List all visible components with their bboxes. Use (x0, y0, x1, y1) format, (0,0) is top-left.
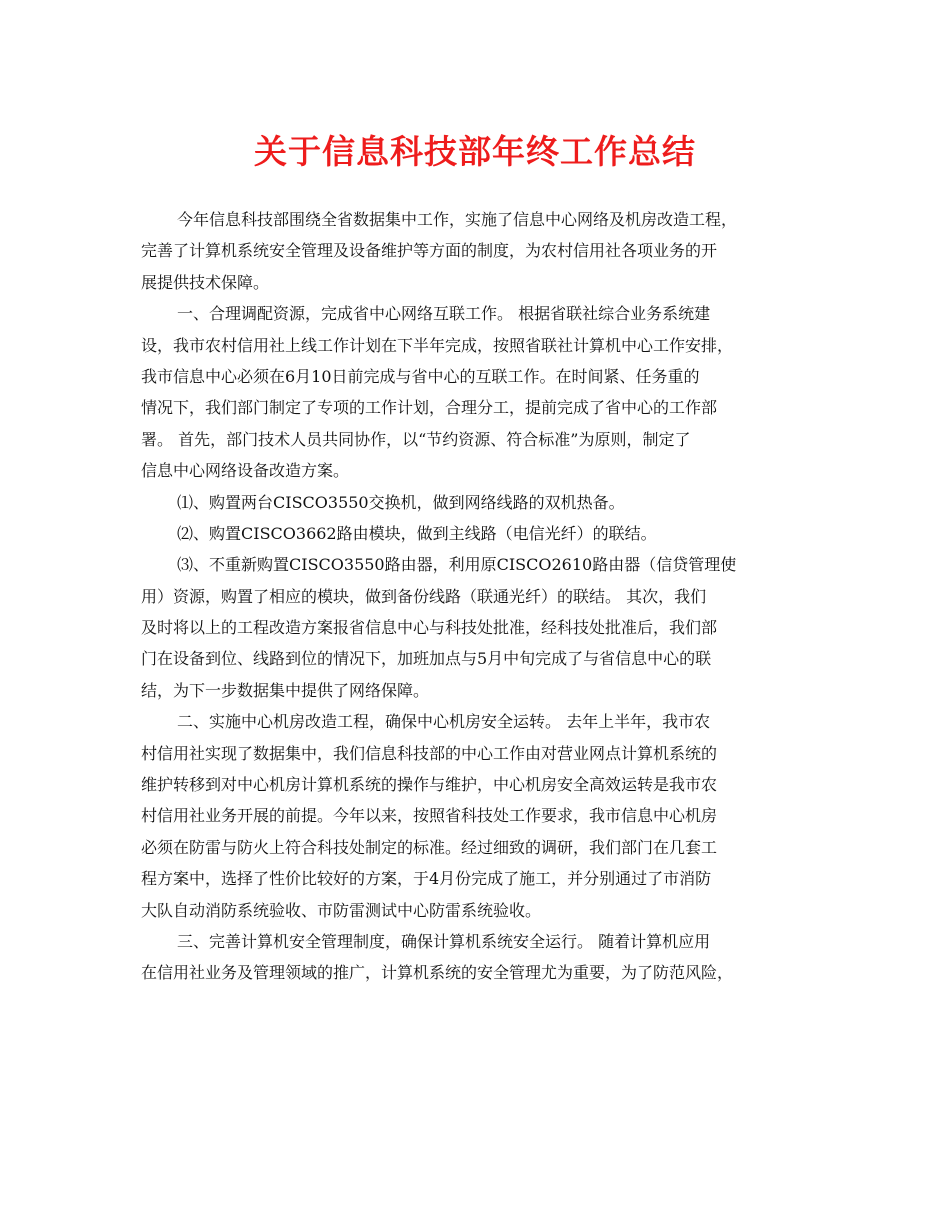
text-line: ⑵、购置CISCO3662路由模块，做到主线路（电信光纤）的联结。 (177, 523, 657, 543)
text-line: 及时将以上的工程改造方案报省信息中心与科技处批准，经科技处批准后，我们部 (141, 618, 718, 638)
text-line: 村信用社实现了数据集中，我们信息科技部的中心工作由对营业网点计算机系统的 (141, 743, 718, 763)
text-line: 情况下，我们部门制定了专项的工作计划，合理分工，提前完成了省中心的工作部 (141, 398, 718, 418)
text-line: 村信用社业务开展的前提。今年以来，按照省科技处工作要求，我市信息中心机房 (141, 806, 718, 826)
text-line: 今年信息科技部围绕全省数据集中工作，实施了信息中心网络及机房改造工程， (177, 210, 738, 229)
text-line: 署。 首先，部门技术人员共同协作，以“节约资源、符合标准”为原则，制定了 (141, 429, 691, 449)
text-line: 完善了计算机系统安全管理及设备维护等方面的制度，为农村信用社各项业务的开 (141, 241, 718, 261)
text-line: 信息中心网络设备改造方案。 (141, 461, 350, 481)
text-line: 结，为下一步数据集中提供了网络保障。 (141, 680, 430, 700)
text-line: 设，我市农村信用社上线工作计划在下半年完成，按照省联社计算机中心工作安排， (141, 335, 734, 355)
text-line: 用）资源，购置了相应的模块，做到备份线路（联通光纤）的联结。 其次，我们 (141, 586, 707, 606)
text-line: 必须在防雷与防火上符合科技处制定的标准。经过细致的调研，我们部门在几套工 (141, 837, 718, 857)
document-body (141, 204, 831, 989)
text-line: 大队自动消防系统验收、市防雷测试中心防雷系统验收。 (141, 900, 542, 920)
text-line: 我市信息中心必须在6月10日前完成与省中心的互联工作。在时间紧、任务重的 (141, 366, 700, 386)
text-line: 程方案中，选择了性价比较好的方案，于4月份完成了施工，并分别通过了市消防 (141, 869, 712, 889)
text-line: 维护转移到对中心机房计算机系统的操作与维护，中心机房安全高效运转是我市农 (141, 775, 718, 795)
text-line: 展提供技术保障。 (141, 272, 270, 292)
text-line: ⑴、购置两台CISCO3550交换机，做到网络线路的双机热备。 (177, 492, 625, 512)
text-line: 在信用社业务及管理领域的推广，计算机系统的安全管理尤为重要，为了防范风险， (141, 963, 734, 983)
text-line: 三、完善计算机安全管理制度，确保计算机系统安全运行。 随着计算机应用 (177, 931, 711, 951)
text-line: 二、实施中心机房改造工程，确保中心机房安全运转。 去年上半年，我市农 (177, 712, 711, 732)
text-line: 门在设备到位、线路到位的情况下，加班加点与5月中旬完成了与省信息中心的联 (141, 649, 712, 669)
text-line: 一、合理调配资源，完成省中心网络互联工作。 根据省联社综合业务系统建 (177, 304, 711, 324)
document-title: 关于信息科技部年终工作总结 (254, 132, 696, 171)
text-line: ⑶、不重新购置CISCO3550路由器，利用原CISCO2610路由器（信贷管理使 (177, 555, 737, 575)
